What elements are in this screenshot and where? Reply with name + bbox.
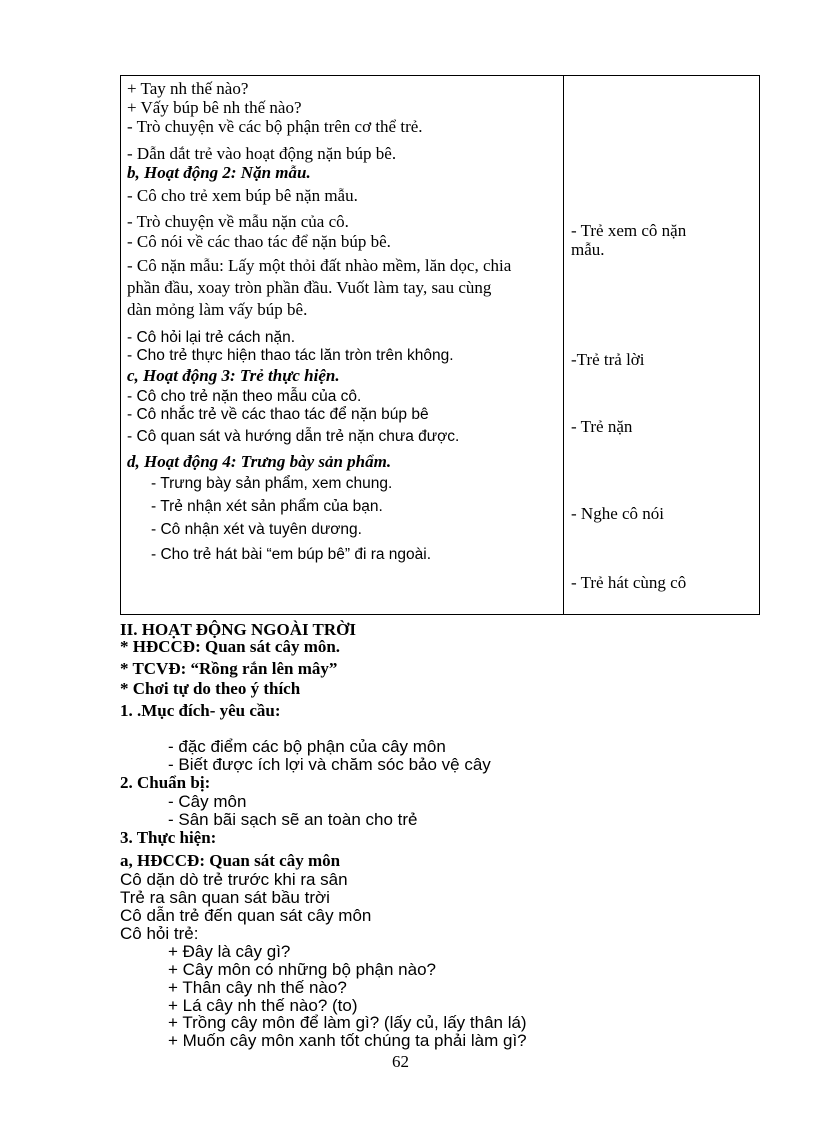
question-line: + Trồng cây môn để làm gì? (lấy củ, lấy thân lá)	[168, 1013, 527, 1032]
activity-2-heading: b, Hoạt động 2: Nặn mẫu.	[127, 163, 311, 182]
column-divider	[563, 76, 564, 614]
question-line: + Đây là cây gì?	[168, 942, 291, 961]
prepare-item: - Sân bãi sạch sẽ an toàn cho trẻ	[168, 810, 418, 829]
right-line: - Trẻ hát cùng cô	[571, 573, 687, 592]
prepare-item: - Cây môn	[168, 792, 247, 811]
question-line: + Muốn cây môn xanh tốt chúng ta phải làm gì?	[168, 1031, 527, 1050]
page-number: 62	[392, 1052, 409, 1071]
left-line: - Trẻ nhận xét sản phẩm của bạn.	[151, 498, 383, 515]
activity-3-heading: c, Hoạt động 3: Trẻ thực hiện.	[127, 366, 340, 385]
left-line: - Cho trẻ thực hiện thao tác lăn tròn trên không.	[127, 347, 454, 364]
sub-heading-a: a, HĐCCĐ: Quan sát cây môn	[120, 851, 341, 870]
text-line: Cô hỏi trẻ:	[120, 924, 199, 943]
objective-item: - đặc điểm các bộ phận của cây môn	[168, 737, 446, 756]
prepare-heading: 2. Chuẩn bị:	[120, 773, 211, 792]
left-line: - Cô cho trẻ xem búp bê nặn mẫu.	[127, 186, 358, 205]
text-line: Cô dặn dò trẻ trước khi ra sân	[120, 870, 348, 889]
left-line: - Cô nhận xét và tuyên dương.	[151, 521, 362, 538]
left-line: + Tay nh thế nào?	[127, 79, 249, 98]
section-heading: II. HOẠT ĐỘNG NGOÀI TRỜI	[120, 620, 356, 639]
right-line: - Trẻ xem cô nặn	[571, 221, 687, 240]
text-line: Trẻ ra sân quan sát bầu trời	[120, 888, 330, 907]
activity-4-heading: d, Hoạt động 4: Trưng bày sản phẩm.	[127, 452, 392, 471]
left-line: - Trò chuyện về các bộ phận trên cơ thể trẻ.	[127, 117, 423, 136]
question-line: + Thân cây nh thế nào?	[168, 978, 347, 997]
question-line: + Cây môn có những bộ phận nào?	[168, 960, 436, 979]
left-line: - Dẫn dắt trẻ vào hoạt động nặn búp bê.	[127, 144, 397, 163]
left-line: + Vấy búp bê nh thế nào?	[127, 98, 302, 117]
right-line: -Trẻ trả lời	[571, 350, 645, 369]
left-line: - Cô nói về các thao tác để nặn búp bê.	[127, 232, 391, 251]
left-line: - Trò chuyện về mẫu nặn của cô.	[127, 212, 349, 231]
left-line: - Cô nhắc trẻ về các thao tác để nặn búp bê	[127, 406, 429, 423]
activity-table	[120, 75, 760, 615]
right-line: mẫu.	[571, 240, 605, 259]
left-line: dàn mỏng làm vấy búp bê.	[127, 300, 308, 319]
left-line: - Cho trẻ hát bài “em búp bê” đi ra ngoài.	[151, 546, 432, 563]
objective-item: - Biết được ích lợi và chăm sóc bảo vệ cây	[168, 755, 491, 774]
left-line: - Cô nặn mẫu: Lấy một thỏi đất nhào mềm, lăn dọc, chia	[127, 256, 512, 275]
hdccd-line: * HĐCCĐ: Quan sát cây môn.	[120, 637, 341, 656]
left-line: - Trưng bày sản phẩm, xem chung.	[151, 475, 393, 492]
implement-heading: 3. Thực hiện:	[120, 828, 217, 847]
left-line: phần đầu, xoay tròn phần đầu. Vuốt làm tay, sau cùng	[127, 278, 492, 297]
question-line: + Lá cây nh thế nào? (to)	[168, 996, 358, 1015]
text-line: Cô dẫn trẻ đến quan sát cây môn	[120, 906, 372, 925]
objective-heading: 1. .Mục đích- yêu cầu:	[120, 701, 281, 720]
right-line: - Nghe cô nói	[571, 504, 665, 523]
choi-line: * Chơi tự do theo ý thích	[120, 679, 301, 698]
right-line: - Trẻ nặn	[571, 417, 633, 436]
left-line: - Cô cho trẻ nặn theo mẫu của cô.	[127, 388, 362, 405]
tcvd-line: * TCVĐ: “Rồng rắn lên mây”	[120, 659, 338, 678]
left-line: - Cô hỏi lại trẻ cách nặn.	[127, 329, 296, 346]
left-line: - Cô quan sát và hướng dẫn trẻ nặn chưa được.	[127, 428, 460, 445]
